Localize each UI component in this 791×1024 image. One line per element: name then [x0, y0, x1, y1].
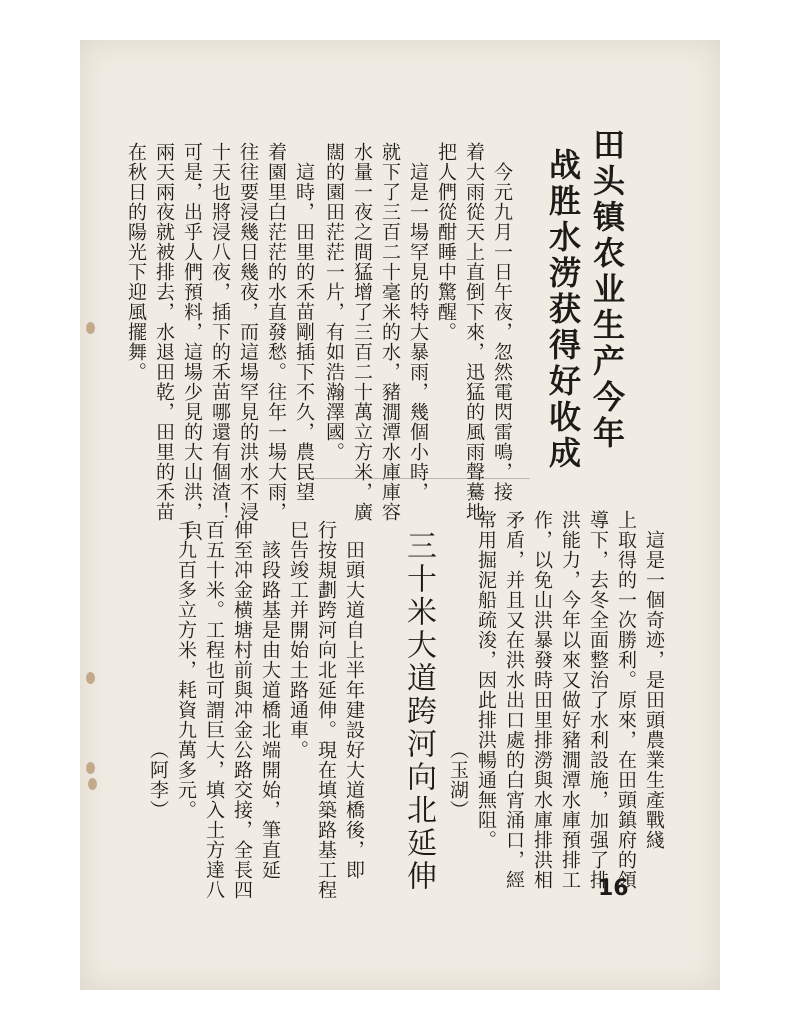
article1-title-line2: 战胜水涝获得好收成: [544, 148, 582, 472]
article1-col-8: 這時，田里的禾苗剛插下不久，農民望: [293, 142, 315, 502]
article2-col-4: 該段路基是由大道橋北端開始，筆直延: [259, 520, 281, 880]
article1-col-11: 十天也將浸八夜，插下的禾苗哪還有個渣！: [209, 142, 231, 522]
article1-title-line1: 田头镇农业生产今年: [588, 128, 626, 452]
article1-col-13: 兩天兩夜就被排去，水退田乾，田里的禾苗: [153, 142, 175, 522]
article1-cont-col-1: 這是一個奇迹，是田頭農業生產戰綫: [643, 510, 665, 850]
article1-col-7: 闊的園田茫茫一片，有如浩瀚澤國。: [323, 142, 345, 462]
article2-col-1: 田頭大道自上半年建設好大道橋後，即: [343, 520, 365, 880]
article1-cont-col-7: 常用掘泥船疏浚，因此排洪暢通無阻。: [475, 510, 497, 850]
article2-author: （阿李）: [147, 740, 169, 820]
article1-author: （玉湖）: [447, 740, 469, 820]
article1-col-6: 水量一夜之間猛增了三百二十萬立方米，廣: [351, 142, 373, 522]
article2-col-3: 巳告竣工并開始土路通車。: [287, 520, 309, 760]
article1-col-3: 把人們從酣睡中驚醒。: [435, 142, 457, 342]
article2-col-6: 百五十米。工程也可謂巨大，填入土方達八: [203, 520, 225, 900]
article2-col-5: 伸至冲金横塘村前與冲金公路交接，全長四: [231, 520, 253, 900]
section-divider: [300, 478, 530, 479]
article1-col-5: 就下了三百二十毫米的水，豬㵎潭水庫庫容: [379, 142, 401, 522]
article1-col-1: 今元九月一日午夜，忽然電閃雷鳴，接: [491, 142, 513, 502]
page-number: 16: [598, 876, 629, 901]
article2-col-7: 千九百多立方米，耗資九萬多元。: [175, 520, 197, 820]
article1-col-4: 這是一場罕見的特大暴雨，幾個小時，: [407, 142, 429, 502]
article1-cont-col-3: 導下，去冬全面整治了水利設施，加强了排: [587, 510, 609, 890]
article1-col-12: 可是，出乎人們預料，這場少見的大山洪，只: [181, 142, 203, 542]
article1-col-10: 往往要浸幾日幾夜，而這場罕見的洪水不浸: [237, 142, 259, 522]
article1-col-2: 着大雨從天上直倒下來，迅猛的風雨聲驀地: [463, 142, 485, 522]
article2-title: 三十米大道跨河向北延伸: [401, 530, 436, 893]
article2-col-2: 行按規劃跨河向北延伸。現在填築路基工程: [315, 520, 337, 900]
article1-col-14: 在秋日的陽光下迎風擺舞。: [125, 142, 147, 382]
article1-cont-col-2: 上取得的一次勝利。原來，在田頭鎮府的領: [615, 510, 637, 890]
article1-cont-col-5: 作，以免山洪暴發時田里排澇與水庫排洪相: [531, 510, 553, 890]
article1-cont-col-4: 洪能力，今年以來又做好豬㵎潭水庫預排工: [559, 510, 581, 890]
article1-cont-col-6: 矛盾，并且又在洪水出口處的白宵涌口，經: [503, 510, 525, 890]
article1-col-9: 着園里白茫茫的水直發愁。往年一場大雨，: [265, 142, 287, 522]
